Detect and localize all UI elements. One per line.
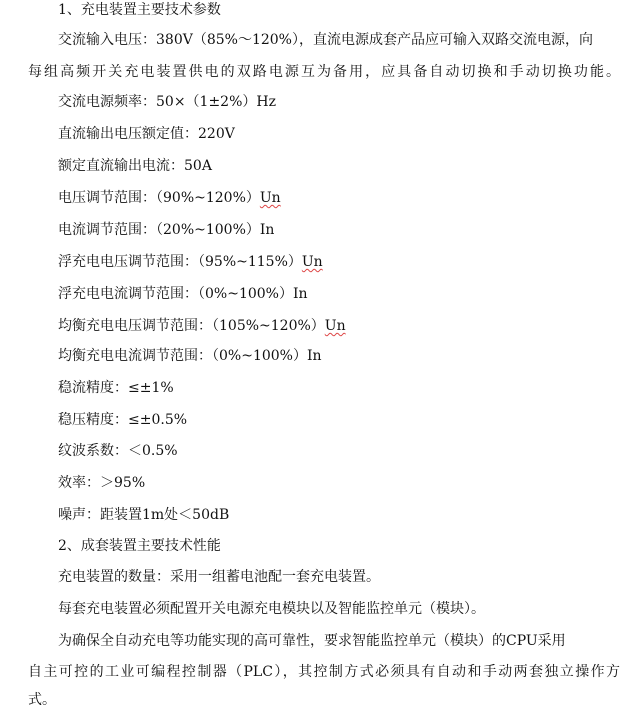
param-label: 效率： xyxy=(58,475,100,491)
section2-title: 2、成套装置主要技术性能 xyxy=(58,538,221,554)
param-label: 均衡充电电压调节范围： xyxy=(58,318,212,334)
param-unit: Un xyxy=(259,190,281,206)
param-value: （90%~120%） xyxy=(156,190,260,206)
param-label: 稳流精度： xyxy=(58,380,128,396)
param-label: 直流输出电压额定值： xyxy=(58,126,198,142)
param-equalize-current-range xyxy=(58,346,322,366)
section2-paragraph-1: 充电装置的数量：采用一组蓄电池配一套充电装置。 xyxy=(58,569,380,585)
param-value: 220V xyxy=(198,126,235,142)
param-value: 距装置1m处＜50dB xyxy=(100,507,230,523)
param-float-current-range xyxy=(58,284,308,304)
param-ac-frequency xyxy=(58,92,276,112)
section2-paragraph-3-line2: 自主可控的工业可编程控制器（PLC），其控制方式必须具有自动和手动两套独立操作方 xyxy=(28,664,620,680)
param-unit: In xyxy=(259,222,275,238)
param-label: 额定直流输出电流： xyxy=(58,158,184,174)
param-label: 交流电源频率： xyxy=(58,94,156,110)
param-value: ＜0.5% xyxy=(128,443,178,459)
param-label: 电流调节范围： xyxy=(58,222,156,238)
param-value: ≤±1% xyxy=(128,380,174,396)
param-voltage-range xyxy=(58,188,281,208)
param-unit: In xyxy=(292,286,308,302)
param-value: （95%~115%） xyxy=(198,254,302,270)
param-label: 噪声： xyxy=(58,507,100,523)
param-voltage-stability xyxy=(58,410,187,430)
param-noise xyxy=(58,505,229,525)
param-label: 稳压精度： xyxy=(58,412,128,428)
param-equalize-voltage-range xyxy=(58,316,346,336)
section2-paragraph-2: 每套充电装置必须配置开关电源充电模块以及智能监控单元（模块）。 xyxy=(58,601,485,617)
section2-paragraph-3-line1: 为确保全自动充电等功能实现的高可靠性，要求智能监控单元（模块）的CPU采用 xyxy=(58,633,566,649)
param-current-range xyxy=(58,220,274,240)
param-current-stability xyxy=(58,378,174,398)
param-dc-current xyxy=(58,156,212,176)
section1-intro-line2: 每组高频开关充电装置供电的双路电源互为备用，应具备自动切换和手动切换功能。 xyxy=(28,64,620,80)
param-value: （105%~120%） xyxy=(212,318,325,334)
param-value: ＞95% xyxy=(100,475,146,491)
param-value: （0%~100%） xyxy=(212,348,307,364)
section1-title: 1、充电装置主要技术参数 xyxy=(58,2,221,18)
param-ripple-factor xyxy=(58,441,178,461)
param-label: 电压调节范围： xyxy=(58,190,156,206)
param-label: 纹波系数： xyxy=(58,443,128,459)
param-value: 50A xyxy=(184,158,212,174)
param-unit: Un xyxy=(301,254,323,270)
section1-intro-line1: 交流输入电压：380V（85%～120%），直流电源成套产品应可输入双路交流电源，向 xyxy=(58,32,593,48)
param-label: 浮充电电流调节范围： xyxy=(58,286,198,302)
param-unit: In xyxy=(306,348,322,364)
param-unit: Un xyxy=(324,318,346,334)
param-value: ≤±0.5% xyxy=(128,412,188,428)
param-value: 50×（1±2%）Hz xyxy=(156,94,276,110)
param-value: （20%~100%） xyxy=(156,222,260,238)
param-value: （0%~100%） xyxy=(198,286,293,302)
param-dc-voltage xyxy=(58,124,235,144)
section2-paragraph-3-line3: 式。 xyxy=(28,692,56,708)
param-float-voltage-range xyxy=(58,252,323,272)
param-efficiency xyxy=(58,473,145,493)
param-label: 均衡充电电流调节范围： xyxy=(58,348,212,364)
param-label: 浮充电电压调节范围： xyxy=(58,254,198,270)
